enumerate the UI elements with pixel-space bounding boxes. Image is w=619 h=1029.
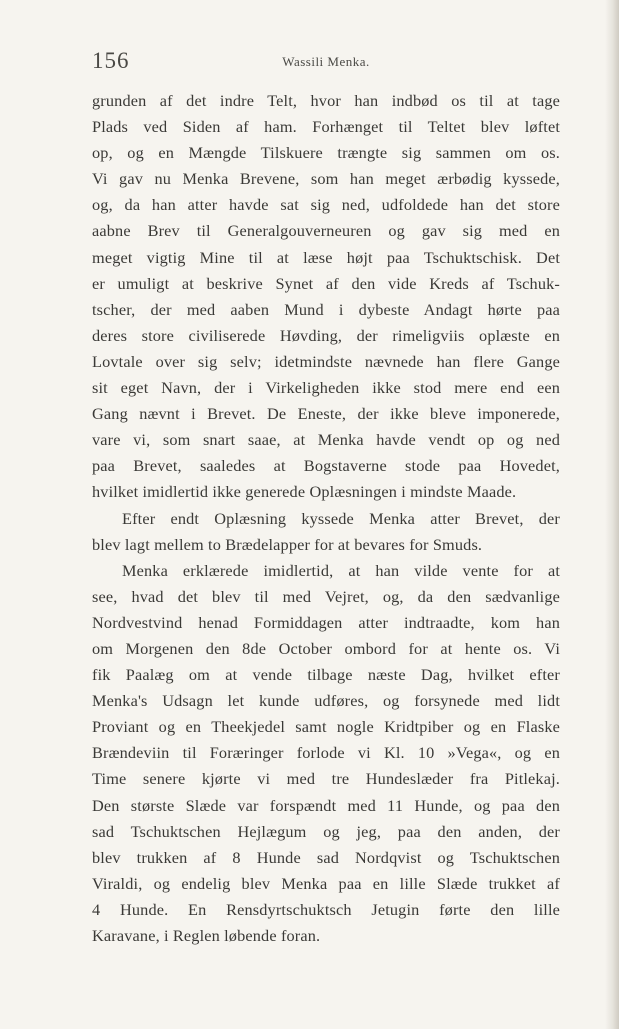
text-line: Viraldi, og endelig blev Menka paa en lille Slæde trukket af (92, 873, 560, 893)
text-line: 4 Hunde. En Rensdyrtschuktsch Jetugin førte den lille (92, 899, 560, 919)
text-line: tscher, der med aaben Mund i dybeste Andagt hørte paa (92, 299, 560, 319)
text-line: er umuligt at beskrive Synet af den vide Kreds af Tschuk- (92, 273, 560, 293)
text-line: Efter endt Oplæsning kyssede Menka atter Brevet, der (122, 508, 560, 528)
text-line: Karavane, i Reglen løbende foran. (92, 926, 321, 945)
text-line: sad Tschuktschen Hejlægum og jeg, paa den anden, der (92, 821, 560, 841)
text-line: Proviant og en Theekjedel samt nogle Kridtpiber og en Flaske (92, 717, 560, 737)
page-number: 156 (92, 48, 130, 73)
text-line: og, da han atter havde sat sig ned, udfoldede han det store (92, 195, 560, 215)
text-line: Lovtale over sig selv; idetmindste nævnede han flere Gange (92, 351, 560, 371)
text-line: Menka's Udsagn let kunde udføres, og forsynede med lidt (92, 691, 560, 711)
page-header (92, 48, 560, 78)
text-line: hvilket imidlertid ikke generede Oplæsningen i mindste Maade. (92, 482, 517, 502)
text-line: Vi gav nu Menka Brevene, som han meget ærbødig kyssede, (92, 169, 560, 189)
page-edge-shadow (605, 0, 619, 1029)
text-line: Gang nævnt i Brevet. De Eneste, der ikke bleve imponerede, (92, 404, 560, 424)
text-line: meget vigtig Mine til at læse højt paa Tschuktschisk. Det (92, 247, 560, 267)
body-text (92, 88, 560, 949)
text-line: Plads ved Siden af ham. Forhænget til Teltet blev løftet (92, 117, 560, 137)
text-line: aabne Brev til Generalgouverneuren og gav sig med en (92, 221, 560, 241)
text-line: op, og en Mængde Tilskuere trængte sig sammen om os. (92, 143, 560, 163)
text-line: om Morgenen den 8de October ombord for at hente os. Vi (92, 638, 560, 658)
text-line: Nordvestvind henad Formiddagen atter indtraadte, kom han (92, 612, 560, 632)
running-head: Wassili Menka. (282, 54, 370, 69)
text-line: vare vi, som snart saae, at Menka havde vendt op og ned (92, 430, 560, 450)
text-line: deres store civiliserede Høvding, der rimeligviis oplæste en (92, 325, 560, 345)
text-line: fik Paalæg om at vende tilbage næste Dag, hvilket efter (92, 665, 560, 685)
text-line: blev trukken af 8 Hunde sad Nordqvist og Tschuktschen (92, 847, 560, 867)
text-line: blev lagt mellem to Brædelapper for at bevares for Smuds. (92, 534, 483, 554)
text-line: Den største Slæde var forspændt med 11 Hunde, og paa den (92, 795, 560, 815)
text-line: see, hvad det blev til med Vejret, og, da den sædvanlige (92, 586, 560, 606)
text-line: Menka erklærede imidlertid, at han vilde vente for at (122, 560, 560, 580)
text-line: Brændeviin til Foræringer forlode vi Kl. 10 »Vega«, og en (92, 743, 560, 763)
text-line: Time senere kjørte vi med tre Hundeslæder fra Pitlekaj. (92, 769, 560, 789)
text-line: sit eget Navn, der i Virkeligheden ikke stod mere end een (92, 378, 560, 398)
text-line: paa Brevet, saaledes at Bogstaverne stode paa Hovedet, (92, 456, 560, 476)
text-line: grunden af det indre Telt, hvor han indbød os til at tage (92, 91, 560, 110)
